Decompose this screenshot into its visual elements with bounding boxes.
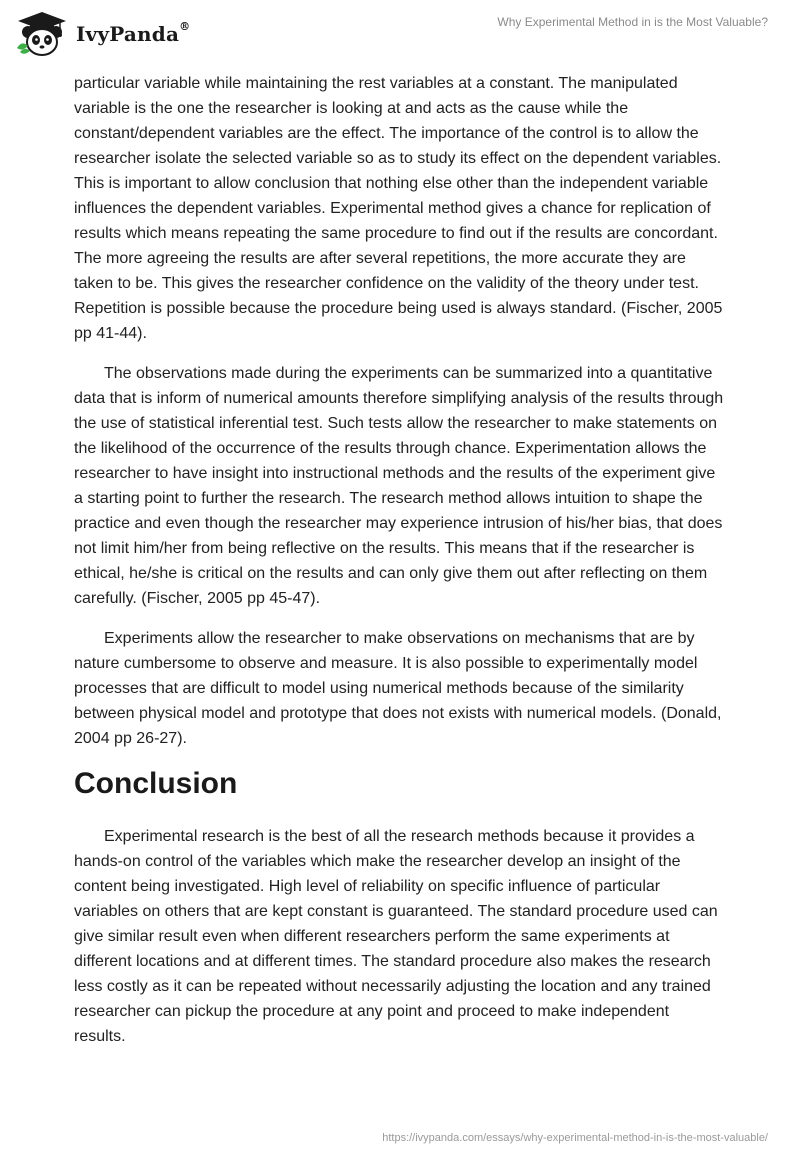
essay-content [74,71,724,1064]
paragraph-observations: The observations made during the experiments can be summarized into a quantitative data that is inform of numerical amounts therefore simplifying analysis of the results through the use of statistical inferential test. Such tests allow the researcher to make statements on the likelihood of the occurrence of the results through chance. Experimentation allows the researcher to have insight into instructional methods and the results of the experiment give a starting point to further the research. The research method allows intuition to shape the practice and even though the researcher may experience intrusion of his/her bias, that does not limit him/her from being reflective on the results. This means that if the researcher is ethical, he/she is critical on the results and can only give them out after reflecting on them carefully. (Fischer, 2005 pp 45-47). [74,365,724,607]
page-header [0,0,800,70]
paragraph-experiments: Experiments allow the researcher to make observations on mechanisms that are by nature cumbersome to observe and measure. It is also possible to experimentally model processes that are difficult to model using numerical methods because of the similarity between physical model and prototype that does not exists with numerical models. (Donald, 2004 pp 26-27). [74,630,722,747]
paragraph-conclusion: Experimental research is the best of all the research methods because it provides a hands-on control of the variables which make the researcher develop an insight of the content being investigated. High level of reliability on specific influence of particular variables on others that are kept constant is guaranteed. The standard procedure used can give similar result even when different researchers perform the same experiments at different locations and at different times. The standard procedure also makes the research less costly as it can be repeated without necessarily adjusting the location and any trained researcher can pickup the procedure at any point and proceed to make independent results. [74,828,718,1045]
source-url[interactable]: https://ivypanda.com/essays/why-experimental-method-in-is-the-most-valuable/ [382,1132,768,1144]
brand-name: IvyPanda® [76,20,191,46]
section-heading-conclusion: Conclusion [74,767,238,800]
paragraph-continuation: particular variable while maintaining the rest variables at a constant. The manipulated variable is the one the researcher is looking at and acts as the cause while the constant/dependent variables are the effect. The importance of the control is to allow the researcher isolate the selected variable so as to study its effect on the dependent variables. This is important to allow conclusion that nothing else other than the independent variable influences the dependent variables. Experimental method gives a chance for replication of results which means repeating the same procedure to find out if the results are concordant. The more agreeing the results are after several repetitions, the more accurate they are taken to be. This gives the researcher confidence on the validity of the theory under test. Repetition is possible because the procedure being used is always standard. (Fischer, 2005 pp 41-44). [74,75,723,342]
panda-graduation-icon [14,10,70,58]
document-title: Why Experimental Method in is the Most Valuable? [497,15,768,29]
brand-logo[interactable] [14,10,190,58]
